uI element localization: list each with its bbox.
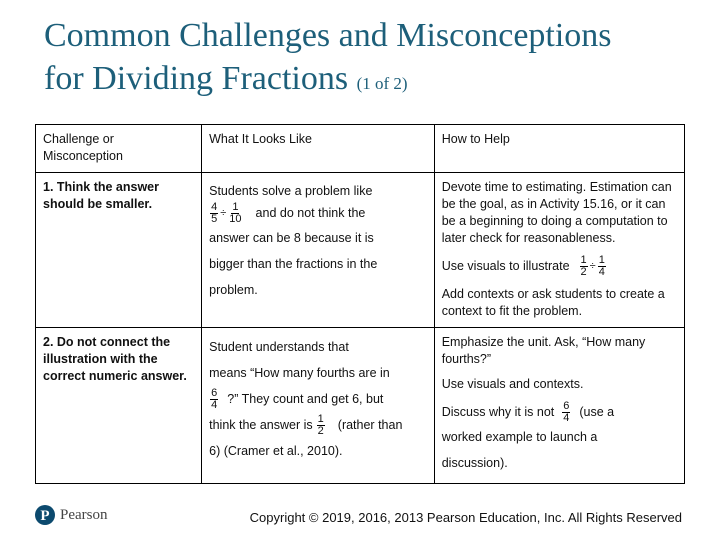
header-challenge: Challenge or Misconception [36,125,202,173]
row1-how-to-help: Devote time to estimating. Estimation can be the goal, as in Activity 15.16, or it can be a beginning to doing a computation to later check for reasonableness. Use visuals to illustrate $\frac{1}{2}$ ÷ $\frac{1}{4}$ Add contexts or ask students to create a context to fit the problem. [434,173,684,328]
pearson-wordmark: Pearson [60,506,108,523]
fraction: $\frac{6}{4}$ [211,386,218,411]
header-looks-like: What It Looks Like [202,125,435,173]
row1-looks-like: Students solve a problem like $\frac{4}{5}$ ÷ $\frac{1}{10}$ and do not think the answer can be 8 because it is bigger than the fractions in the problem. [202,173,435,328]
table-row [36,328,685,484]
pearson-logo [35,505,108,525]
fraction: $\frac{4}{5}$ [211,201,218,225]
row2-how-to-help: Emphasize the unit. Ask, “How many fourths?” Use visuals and contexts. Discuss why it is not $\frac{6}{4}$ (use a worked example to launch a discussion). [434,328,684,484]
row1-expression-line: $\frac{4}{5}$ ÷ $\frac{1}{10}$ and do not think the [211,201,366,225]
fraction: $\frac{1}{2}$ [580,254,587,278]
slide-title [44,14,704,105]
title-line-2 [44,57,704,105]
title-line-1: Common Challenges and Misconceptions [44,17,612,54]
fraction: $\frac{1}{4}$ [598,254,605,278]
challenges-table [35,124,685,484]
row1-challenge: 1. Think the answer should be smaller. [36,173,202,328]
row2-looks-like: Student understands that means “How many fourths are in $\frac{6}{4}$ ?” They count and get 6, but think the answer is $\frac{1}{2}$ (rather than 6) (Cramer et al., 2010). [202,328,435,484]
fraction: $\frac{1}{10}$ [229,201,242,225]
row2-challenge: 2. Do not connect the illustration with the correct numeric answer. [36,328,202,484]
row1-looks-prefix: Students solve a problem like [209,184,373,198]
table-row [36,173,685,328]
header-how-to-help: How to Help [434,125,684,173]
fraction: $\frac{6}{4}$ [563,400,570,424]
title-line-2-text: for Dividing Fractions [44,60,349,97]
svg-text:P: P [40,508,50,524]
fraction: $\frac{1}{2}$ [317,412,324,437]
pearson-logo-icon [35,505,55,525]
table-header-row [36,125,685,173]
footer [35,503,685,531]
title-part: (1 of 2) [356,74,408,93]
copyright-text: Copyright © 2019, 2016, 2013 Pearson Education, Inc. All Rights Reserved [249,510,682,525]
